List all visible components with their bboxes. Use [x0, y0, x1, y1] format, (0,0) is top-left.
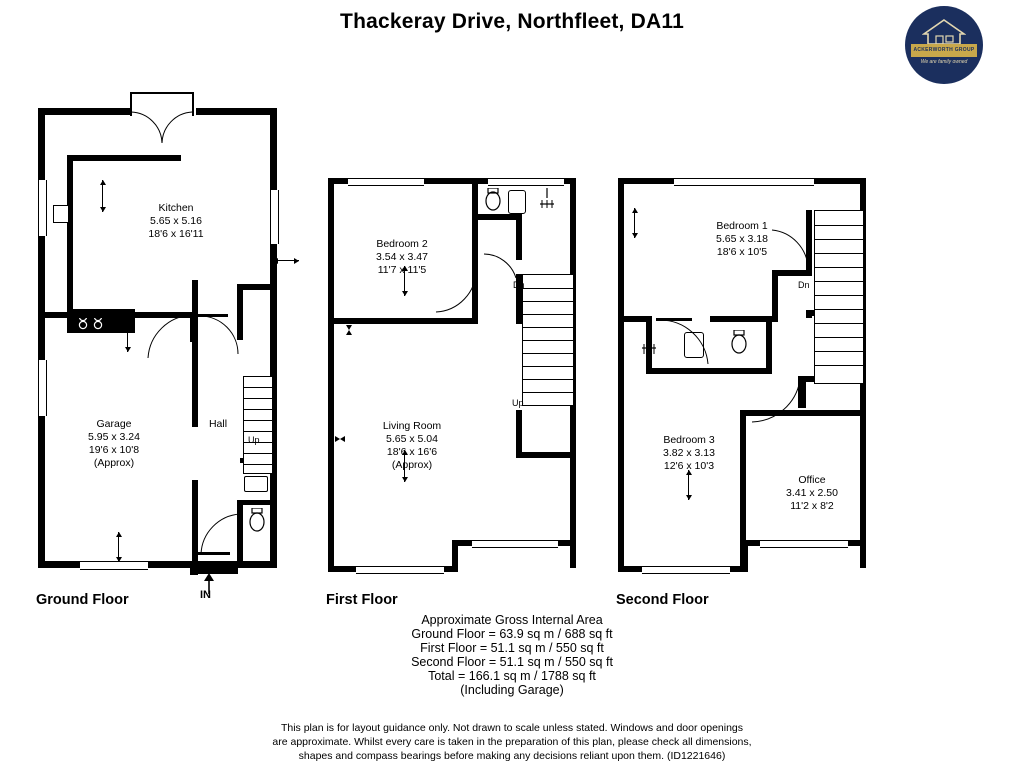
wall [516, 452, 574, 458]
wall [710, 316, 772, 322]
company-logo [905, 6, 983, 84]
room-label-bedroom-1 [672, 220, 812, 259]
stair-up-label: Up [512, 398, 524, 408]
dimension-arrow [273, 260, 299, 261]
window [472, 540, 558, 548]
door-swing-icon [198, 314, 242, 356]
area-line-first: First Floor = 51.1 sq m / 550 sq ft [420, 641, 604, 655]
room-label-bedroom-2 [342, 238, 462, 277]
wall [38, 108, 130, 115]
shower-icon [536, 186, 558, 212]
disclaimer-line-1: This plan is for layout guidance only. Not drawn to scale unless stated. Windows and door openings [280, 722, 744, 734]
window [642, 566, 730, 574]
room-name: Office [798, 474, 826, 486]
staircase [243, 376, 273, 474]
wall [516, 410, 522, 458]
dimension-arrow [688, 470, 689, 500]
disclaimer-line-2: are approximate. Whilst every care is taken in the preparation of this plan, please check all dimensions, [272, 736, 752, 748]
wall [328, 318, 478, 324]
room-name: Kitchen [158, 202, 194, 214]
room-metric: 5.65 x 5.16 [150, 215, 202, 227]
room-metric: 3.54 x 3.47 [376, 251, 428, 263]
second-floor-plan [610, 170, 875, 580]
floor-title-second: Second Floor [616, 592, 709, 608]
window [38, 180, 47, 236]
house-icon [922, 19, 966, 45]
area-line-total: Total = 166.1 sq m / 1788 sq ft [428, 669, 596, 683]
room-label-garage [44, 418, 184, 470]
wall [766, 316, 772, 374]
entrance-label: IN [200, 589, 211, 601]
window [356, 566, 444, 574]
dimension-arrow [102, 180, 103, 212]
wall [478, 214, 520, 220]
toilet-icon [482, 188, 504, 214]
toilet-icon [246, 508, 268, 536]
logo-sub-text: We are family owned [920, 59, 968, 65]
room-metric: 3.82 x 3.13 [663, 447, 715, 459]
wall [38, 108, 45, 568]
window [488, 178, 564, 186]
door-swing-icon [198, 508, 242, 556]
area-line-note: (Including Garage) [460, 683, 564, 697]
room-metric: 3.41 x 2.50 [786, 487, 838, 499]
room-imperial: 11'2 x 8'2 [790, 500, 834, 512]
sink-icon [53, 205, 69, 223]
area-line-second: Second Floor = 51.1 sq m / 550 sq ft [411, 655, 613, 669]
wall [196, 108, 277, 115]
room-imperial: 18'6 x 10'5 [716, 246, 768, 258]
logo-band-text: ACKERWORTH GROUP [911, 44, 977, 57]
floor-title-ground: Ground Floor [36, 592, 129, 608]
stair-up-label: Up [248, 435, 260, 445]
room-name: Garage [96, 418, 132, 430]
room-imperial: 11'7 x 11'5 [377, 264, 427, 276]
disclaimer-line-3: shapes and compass bearings before making any decisions reliant upon them. (ID1221646) [298, 750, 726, 762]
stair-down-label: Dn [513, 280, 525, 290]
disclaimer [0, 721, 1024, 763]
room-name: Bedroom 3 [663, 434, 715, 446]
door-swing-icon [130, 110, 194, 144]
stair-down-label: Dn [798, 280, 810, 290]
room-imperial: 18'6 x 16'11 [148, 228, 204, 240]
window [38, 240, 45, 242]
room-metric: 5.65 x 5.04 [386, 433, 438, 445]
door-swing-icon [744, 376, 804, 424]
room-name: Living Room [382, 420, 442, 432]
washbasin-icon [508, 190, 526, 214]
room-note: (Approx) [93, 457, 135, 469]
room-imperial: 12'6 x 10'3 [663, 460, 715, 472]
page-title: Thackeray Drive, Northfleet, DA11 [340, 10, 684, 33]
wall [237, 284, 271, 290]
toilet-icon [728, 330, 750, 358]
room-imperial: 19'6 x 10'8 [88, 444, 140, 456]
window [80, 561, 148, 570]
window [674, 178, 814, 186]
wall [618, 178, 624, 572]
area-heading: Approximate Gross Internal Area [421, 613, 603, 627]
window [348, 178, 424, 186]
dimension-arrow [127, 320, 128, 352]
room-metric: 5.95 x 3.24 [88, 431, 140, 443]
door-swing-icon [480, 252, 520, 282]
room-imperial: 18'6 x 16'6 [386, 446, 438, 458]
window [270, 190, 279, 244]
wall [328, 178, 334, 572]
area-summary [0, 613, 1024, 697]
door-swing-icon [138, 312, 194, 360]
wall [190, 561, 198, 575]
room-label-office [752, 474, 872, 513]
area-line-ground: Ground Floor = 63.9 sq m / 688 sq ft [411, 627, 613, 641]
garage-door-head [130, 92, 193, 94]
dimension-arrow [118, 532, 119, 562]
wall [192, 355, 198, 427]
door-swing-icon [656, 318, 712, 368]
room-label-living-room [342, 420, 482, 472]
room-name: Bedroom 1 [716, 220, 768, 232]
room-note: (Approx) [391, 459, 433, 471]
wall [772, 270, 778, 322]
kitchen-counter [67, 155, 73, 333]
wall [646, 368, 770, 374]
window [38, 360, 47, 416]
floor-title-first: First Floor [326, 592, 398, 608]
kitchen-counter [67, 155, 181, 161]
staircase [814, 210, 864, 384]
room-label-kitchen [106, 202, 246, 241]
room-label-hall: Hall [208, 418, 228, 430]
dimension-arrow [634, 208, 635, 238]
ground-floor-plan [30, 80, 300, 580]
staircase [522, 274, 574, 406]
room-label-bedroom-3 [624, 434, 754, 473]
wall [237, 500, 271, 505]
first-floor-plan [320, 170, 585, 580]
wall [270, 108, 277, 568]
room-name: Bedroom 2 [376, 238, 428, 250]
window [760, 540, 848, 548]
wall [806, 310, 812, 318]
room-metric: 5.65 x 3.18 [716, 233, 768, 245]
washbasin-icon [244, 476, 268, 492]
